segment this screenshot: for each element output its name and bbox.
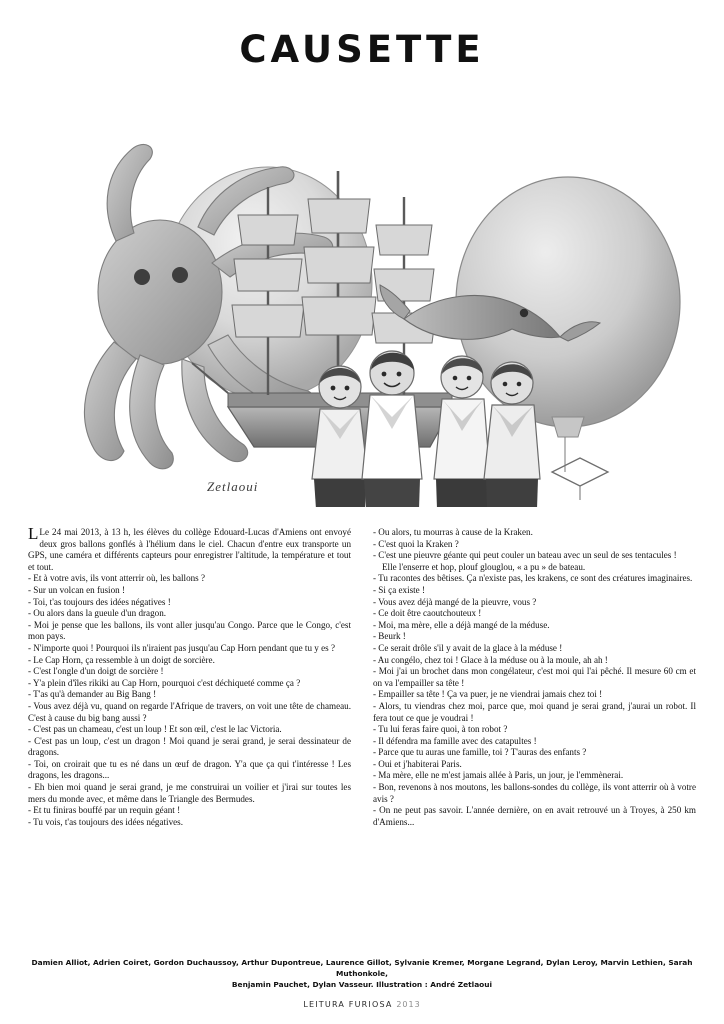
paragraph: - Oui et j'habiterai Paris. [373, 758, 462, 769]
paragraph: - Toi, on croirait que tu es né dans un œuf de dragon. Y'a que ça qui t'intéresse ! Les dragons, les dragons... [28, 758, 351, 781]
paragraph: - Ce serait drôle s'il y avait de la glace à la méduse ! [373, 642, 563, 653]
paragraph [28, 524, 351, 573]
paragraph: - C'est l'ongle d'un doigt de sorcière ! [28, 666, 164, 677]
child-2 [362, 351, 422, 507]
footer-brand: LEITURA FURIOSA [303, 1000, 393, 1009]
paragraph: - T'as qu'à demander au Big Bang ! [28, 689, 157, 700]
footer-year: 2013 [396, 1000, 421, 1009]
paragraph: - Et tu finiras bouffé par un requin géant ! [28, 805, 181, 816]
paragraph: - Si ça existe ! [373, 584, 426, 595]
child-4 [484, 362, 540, 507]
paragraph: - Eh bien moi quand je serai grand, je me construirai un voilier et j'irai sur toutes les mers du monde avec, et même dans le Triangle des Bermudes. [28, 782, 351, 804]
illustration [32, 87, 692, 507]
page-title: CAUSETTE [239, 28, 485, 71]
paragraph: - On ne peut pas savoir. L'année dernière, on en avait retrouvé un à Troyes, à 250 km d'Amiens... [373, 805, 696, 827]
paragraph: - Alors, tu viendras chez moi, parce que, moi quand je serai grand, j'aurai un robot. Il fera tout ce que je voudrai ! [373, 700, 696, 723]
column-left [28, 524, 351, 828]
credits [28, 957, 696, 990]
paragraph: - Sur un volcan en fusion ! [28, 584, 125, 595]
credits-line-1: Damien Alliot, Adrien Coiret, Gordon Duchaussoy, Arthur Dupontreue, Laurence Gillot, Sylvanie Kremer, Morgane Legrand, Dylan Leroy, Marvin Lethien, Sarah Muthonkole, [31, 958, 693, 978]
paragraph: - Toi, t'as toujours des idées négatives ! [28, 596, 171, 607]
paragraph: - Il défendra ma famille avec des catapultes ! [373, 735, 537, 746]
column-right [373, 527, 696, 828]
paragraph: - Parce que tu auras une famille, toi ? T'auras des enfants ? [373, 747, 587, 758]
paragraph: - Moi je pense que les ballons, ils vont aller jusqu'au Congo. Parce que le Congo, c'est mon pays. [28, 619, 351, 642]
paragraph: - C'est pas un chameau, c'est un loup ! Et son œil, c'est le lac Victoria. [28, 724, 282, 735]
article-columns [28, 524, 696, 828]
paragraph: - Moi, ma mère, elle a déjà mangé de la méduse. [373, 619, 550, 630]
paragraph: - C'est quoi la Kraken ? [373, 538, 459, 549]
paragraph: - Ou alors, tu mourras à cause de la Kraken. [373, 527, 533, 537]
artist-signature: Zetlaoui [207, 479, 259, 494]
paragraph: - Le Cap Horn, ça ressemble à un doigt de sorcière. [28, 654, 215, 665]
paragraph: - Ce doit être caoutchouteux ! [373, 608, 482, 619]
paragraph: - Moi j'ai un brochet dans mon congélateur, c'est moi qui l'ai pêché. Il mesure 60 cm et on va l'empailler sa tête ! [373, 666, 696, 688]
credits-line-2: Benjamin Pauchet, Dylan Vasseur. Illustration : André Zetlaoui [231, 980, 493, 989]
paragraph: - Vous avez déjà vu, quand on regarde l'Afrique de travers, on voit une tête de chameau. C'est à cause du big bang aussi ? [28, 700, 351, 723]
paragraph: - Et à votre avis, ils vont atterrir où, les ballons ? [28, 573, 206, 584]
paragraph: - Tu racontes des bêtises. Ça n'existe pas, les krakens, ce sont des créatures imaginaires. [373, 573, 693, 584]
paragraph: - C'est pas un loup, c'est un dragon ! Moi quand je serai grand, je serai dessinateur de dragons. [28, 735, 351, 758]
paragraph-text: Le 24 mai 2013, à 13 h, les élèves du collège Edouard-Lucas d'Amiens ont envoyé deux gros ballons gonflés à l'hélium dans le ciel. Chacun d'entre eux transporte un GPS, une caméra et différents capteurs pour enregistrer l'altitude, la température et tout et tout. [28, 527, 351, 572]
paragraph: - Tu vois, t'as toujours des idées négatives. [28, 816, 183, 827]
paragraph: - Empailler sa tête ! Ça va puer, je ne viendrai jamais chez toi ! [373, 689, 603, 700]
paragraph: Elle l'enserre et hop, plouf glouglou, « a pu » de bateau. [382, 561, 586, 572]
paragraph: - C'est une pieuvre géante qui peut couler un bateau avec un seul de ses tentacules ! [373, 550, 677, 561]
paragraph: - Y'a plein d'îles rikiki au Cap Horn, pourquoi c'est déchiqueté comme ça ? [28, 677, 301, 688]
child-3 [434, 356, 490, 507]
paragraph: - Ma mère, elle ne m'est jamais allée à Paris, un jour, je l'emmènerai. [373, 770, 624, 781]
paragraph: - Bon, revenons à nos moutons, les ballons-sondes du collège, ils vont atterrir où à votre avis ? [373, 782, 696, 804]
child-1 [312, 366, 368, 507]
illustration-artwork [32, 87, 692, 507]
paragraph: - Au congélo, chez toi ! Glace à la méduse ou à la moule, ah ah ! [373, 654, 608, 665]
paragraph: - Ou alors dans la gueule d'un dragon. [28, 608, 167, 619]
paragraph: - Vous avez déjà mangé de la pieuvre, vous ? [373, 596, 537, 607]
dropcap: L [28, 524, 39, 543]
footer [0, 1000, 724, 1009]
paragraph: - Tu lui feras faire quoi, à ton robot ? [373, 724, 508, 735]
paragraph: - N'importe quoi ! Pourquoi ils n'iraient pas jusqu'au Cap Horn pendant que tu y es ? [28, 642, 335, 653]
paragraph: - Beurk ! [373, 631, 406, 642]
